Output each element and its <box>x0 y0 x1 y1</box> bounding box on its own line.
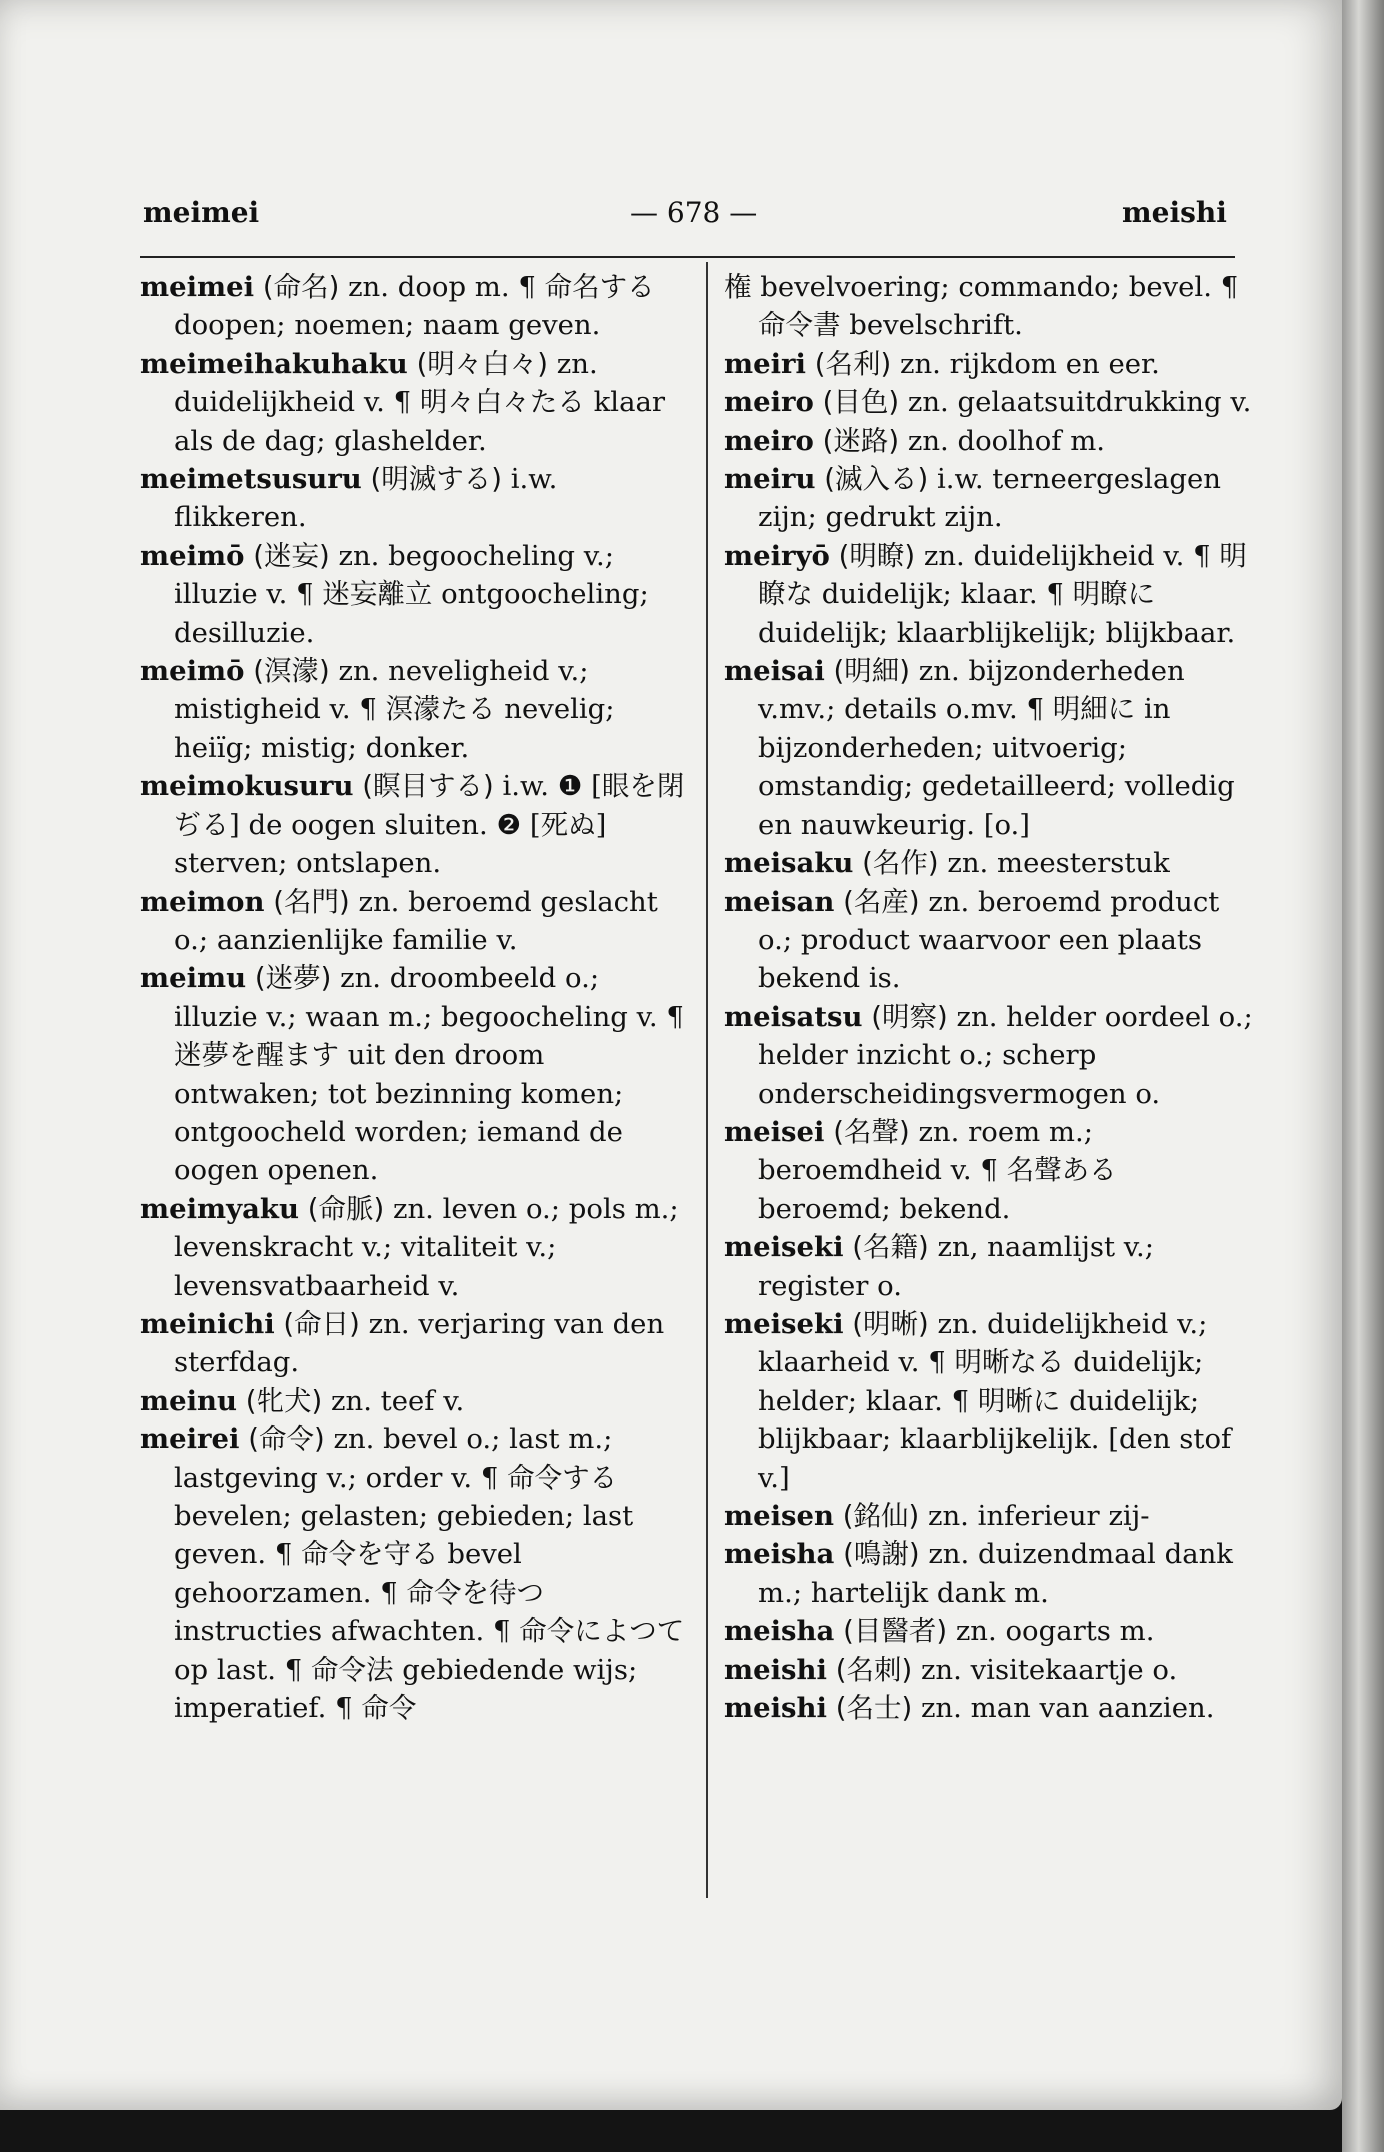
entry-headword: meimyaku <box>140 1192 299 1225</box>
dictionary-entry <box>140 652 690 767</box>
running-head-left: meimei <box>143 196 260 229</box>
entry-headword: meisatsu <box>724 1000 863 1033</box>
entry-headword: meimon <box>140 885 265 918</box>
header-rule <box>140 256 1235 258</box>
entry-headword: meisai <box>724 655 825 688</box>
dictionary-entry <box>140 1190 690 1305</box>
entry-headword: meisen <box>724 1500 835 1532</box>
entry-headword: meiseki <box>724 1231 844 1264</box>
entry-kanji: (明晰) <box>852 1307 929 1340</box>
entry-headword: meiru <box>724 463 816 496</box>
entry-kanji: (命令) <box>248 1423 325 1456</box>
entry-gloss: zn. inferieur zij- <box>927 1500 1150 1532</box>
entry-kanji: (明々白々) <box>416 347 549 380</box>
entry-kanji: 権 <box>724 271 752 303</box>
entry-kanji: (名刺) <box>835 1653 913 1686</box>
page-edge <box>1342 0 1384 2152</box>
entry-headword: meiseki <box>724 1307 844 1340</box>
entry-kanji: (名聲) <box>833 1115 910 1148</box>
page-number: — 678 — <box>630 196 758 229</box>
entry-kanji: (目醫者) <box>843 1615 948 1648</box>
entry-gloss: zn. duidelijkheid v. ¶ 明瞭な duidelijk; klaar. ¶ 明瞭に duidelijk; klaarblijkelijk; blijkbaar. <box>758 539 1247 649</box>
entry-gloss: zn. visitekaartje o. <box>920 1653 1178 1686</box>
entry-headword: meimu <box>140 962 247 995</box>
entry-headword: meinu <box>140 1384 238 1417</box>
dictionary-entry <box>140 460 690 537</box>
entry-gloss: zn. meesterstuk <box>947 847 1170 880</box>
entry-headword: meimei <box>140 271 255 303</box>
entry-kanji: (牝犬) <box>245 1384 323 1417</box>
dictionary-entry <box>724 1228 1258 1305</box>
entry-headword: meishi <box>724 1692 827 1725</box>
entry-kanji: (明滅する) <box>370 463 502 496</box>
dictionary-entry <box>724 1689 1258 1727</box>
dictionary-entry <box>140 1305 690 1382</box>
entry-kanji: (目色) <box>822 386 900 419</box>
entry-gloss: zn. neveligheid v.; mistigheid v. ¶ 溟濛たる nevelig; heiïg; mistig; donker. <box>174 655 615 764</box>
dictionary-entry <box>140 767 690 882</box>
entry-kanji: (命日) <box>283 1307 360 1340</box>
entry-headword: meinichi <box>140 1307 275 1340</box>
entry-headword: meimetsusuru <box>140 463 362 496</box>
dictionary-entry <box>140 1420 690 1727</box>
entry-kanji: (名士) <box>835 1692 913 1725</box>
dictionary-entry <box>724 345 1258 383</box>
entry-kanji: (名門) <box>273 885 350 918</box>
entry-kanji: (滅入る) <box>824 463 929 496</box>
entry-gloss: i.w. ❶ [眼を閉ぢる] de oogen sluiten. ❷ [死ぬ] sterven; ontslapen. <box>174 770 685 880</box>
entry-headword: meiro <box>724 424 814 457</box>
dictionary-entry <box>724 537 1258 652</box>
entry-kanji: (明察) <box>871 1000 948 1033</box>
entry-headword: meiryō <box>724 539 830 572</box>
entry-kanji: (明瞭) <box>838 539 916 572</box>
entry-kanji: (溟濛) <box>253 655 330 688</box>
entry-headword: meisaku <box>724 847 854 880</box>
entry-kanji: (名利) <box>814 347 892 380</box>
entry-gloss: zn. bevel o.; last m.; lastgeving v.; order v. ¶ 命令する bevelen; gelasten; gebieden; last geven. ¶ 命令を守る bevel gehoorzamen. ¶ 命令を待つ instructies afwachten. ¶ 命令によつて op last. ¶ 命令法 gebiedende wijs; imperatief. ¶ 命令 <box>174 1423 685 1725</box>
dictionary-entry <box>724 1535 1258 1612</box>
entry-kanji: (命名) <box>262 271 340 303</box>
dictionary-entry <box>724 652 1258 844</box>
dictionary-entry <box>140 959 690 1189</box>
entry-headword: meimokusuru <box>140 770 354 803</box>
entry-kanji: (迷夢) <box>254 962 332 995</box>
entry-headword: meisei <box>724 1115 825 1148</box>
dictionary-entry <box>724 383 1258 421</box>
entry-gloss: zn. duidelijkheid v. ¶ 明々白々たる klaar als de dag; glashelder. <box>174 347 666 457</box>
entry-gloss: zn. begoocheling v.; illuzie v. ¶ 迷妄離立 ontgoocheling; desilluzie. <box>174 539 649 649</box>
dictionary-entry <box>724 883 1258 998</box>
entry-gloss: zn. helder oordeel o.; helder inzicht o.; scherp onderscheidingsvermogen o. <box>758 1000 1253 1110</box>
entry-gloss: zn. rijkdom en eer. <box>899 347 1160 380</box>
entry-gloss: bevelvoering; commando; bevel. ¶ 命令書 bevelschrift. <box>758 271 1239 342</box>
running-head-right: meishi <box>1122 196 1227 229</box>
entry-gloss: zn. verjaring van den sterfdag. <box>174 1307 665 1379</box>
entry-kanji: (迷路) <box>822 424 900 457</box>
column-divider <box>706 262 708 1898</box>
entry-kanji: (瞑目する) <box>362 770 494 803</box>
entry-gloss: zn. oogarts m. <box>955 1615 1155 1648</box>
left-column <box>140 268 690 1727</box>
entry-headword: meimeihakuhaku <box>140 347 408 380</box>
dictionary-entry <box>724 998 1258 1113</box>
dictionary-entry <box>140 268 690 345</box>
entry-gloss: zn, naamlijst v.; register o. <box>758 1231 1155 1302</box>
entry-kanji: (明細) <box>833 655 911 688</box>
entry-headword: meiri <box>724 347 806 380</box>
entry-gloss: zn. leven o.; pols m.; levenskracht v.; vitaliteit v.; levensvatbaarheid v. <box>174 1192 679 1302</box>
entry-kanji: (鳴謝) <box>843 1538 920 1571</box>
dictionary-entry <box>724 844 1258 882</box>
entry-gloss: zn. beroemd product o.; product waarvoor een plaats bekend is. <box>758 885 1220 995</box>
entry-gloss: zn. gelaatsuitdrukking v. <box>907 386 1252 419</box>
entry-gloss: i.w. flikkeren. <box>174 463 558 534</box>
entry-gloss: zn. roem m.; beroemdheid v. ¶ 名聲ある beroemd; bekend. <box>758 1115 1117 1225</box>
right-column <box>724 268 1258 1727</box>
entry-gloss: zn. teef v. <box>331 1384 465 1417</box>
dictionary-entry <box>724 460 1258 537</box>
entry-kanji: (名籍) <box>852 1231 929 1264</box>
dictionary-entry <box>724 1113 1258 1228</box>
entry-gloss: zn. doop m. ¶ 命名する doopen; noemen; naam geven. <box>174 271 655 342</box>
entry-kanji: (命脈) <box>307 1192 385 1225</box>
dictionary-entry <box>724 422 1258 460</box>
entry-headword: meimō <box>140 655 245 688</box>
entry-gloss: zn. beroemd geslacht o.; aanzienlijke familie v. <box>174 885 658 956</box>
dictionary-entry <box>724 1651 1258 1689</box>
entry-headword: meishi <box>724 1653 827 1686</box>
entry-gloss: zn. duizendmaal dank m.; hartelijk dank m. <box>758 1538 1233 1609</box>
entry-gloss: i.w. terneergeslagen zijn; gedrukt zijn. <box>758 463 1221 534</box>
entry-headword: meiro <box>724 386 814 419</box>
dictionary-entry <box>724 1305 1258 1497</box>
entry-headword: meimō <box>140 539 245 572</box>
dictionary-entry <box>724 268 1258 345</box>
dictionary-entry <box>724 1612 1258 1650</box>
entry-gloss: zn. doolhof m. <box>907 424 1106 457</box>
entry-headword: meisha <box>724 1615 835 1648</box>
dictionary-entry <box>140 345 690 460</box>
entry-kanji: (名作) <box>862 847 939 880</box>
dictionary-entry <box>140 1382 690 1420</box>
dictionary-entry <box>724 1497 1258 1535</box>
entry-kanji: (銘仙) <box>842 1500 920 1532</box>
dictionary-entry <box>140 537 690 652</box>
entry-gloss: zn. duidelijkheid v.; klaarheid v. ¶ 明晰なる duidelijk; helder; klaar. ¶ 明晰に duidelijk; blijkbaar; klaarblijkelijk. [den stof v.] <box>758 1307 1232 1494</box>
dictionary-entry <box>140 883 690 960</box>
entry-headword: meirei <box>140 1423 240 1456</box>
entry-kanji: (迷妄) <box>253 539 330 572</box>
entry-gloss: zn. bijzonderheden v.mv.; details o.mv. ¶ 明細に in bijzonderheden; uitvoerig; omstandig; gedetailleerd; volledig en nauwkeurig. [o.] <box>758 655 1235 841</box>
entry-kanji: (名産) <box>843 885 920 918</box>
entry-gloss: zn. droombeeld o.; illuzie v.; waan m.; begoocheling v. ¶ 迷夢を醒ます uit den droom ontwaken; tot bezinning komen; ontgoocheld worden; iemand de oogen openen. <box>174 962 684 1187</box>
entry-headword: meisan <box>724 885 835 918</box>
entry-gloss: zn. man van aanzien. <box>920 1692 1215 1725</box>
entry-headword: meisha <box>724 1538 835 1571</box>
